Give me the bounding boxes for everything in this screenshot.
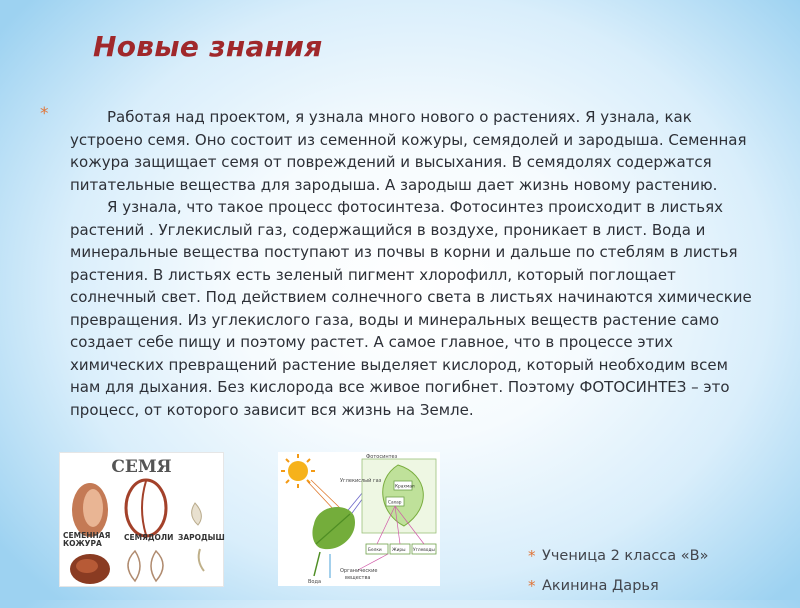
slide-title: Новые знания — [93, 30, 323, 63]
cotyledons-label: СЕМЯДОЛИ — [124, 533, 174, 542]
fats-label: Жиры — [392, 548, 406, 553]
credits — [528, 548, 708, 608]
photosynthesis-illustration — [278, 452, 440, 586]
proteins-label: Белки — [368, 548, 382, 553]
bullet-star-icon: * — [528, 577, 536, 595]
bullet-star-icon: * — [528, 547, 536, 565]
paragraph-seed: Работая над проектом, я узнала много нового о растениях. Я узнала, как устроено семя. Оно состоит из семенной кожуры, семядолей и зародыша. Семенная кожура защищает семя от повреждений и высыхания. В семядолях содержатся питательные вещества для зародыша. А зародыш дает жизнь новому растению. — [70, 108, 747, 194]
organic-label-line1: Органические — [340, 568, 378, 574]
sun-icon — [281, 454, 315, 488]
bullet-star-icon: * — [40, 104, 49, 124]
embryo-label: ЗАРОДЫШ — [178, 533, 225, 542]
photosynthesis-diagram-image — [278, 452, 440, 586]
seed-illustration — [60, 453, 223, 586]
photosynthesis-heading: Фотосинтез — [366, 454, 398, 460]
credit-author: * Акинина Дарья — [528, 577, 659, 595]
body-text — [70, 106, 760, 421]
organic-label-line2: вещества — [345, 575, 371, 581]
credit-class: * Ученица 2 класса «В» — [528, 547, 709, 565]
seed-structure-image — [59, 452, 224, 587]
carbs-label: Углеводы — [413, 548, 435, 553]
paragraph-photosynthesis: Я узнала, что такое процесс фотосинтеза. Фотосинтез происходит в листьях растений . Углекислый газ, содержащийся в воздухе, проникает в лист. Вода и минеральные вещества поступают из почвы в корни и дальше по стеблям в листья растения. В листьях есть зеленый пигмент хлорофилл, который поглощает солнечный свет. Под действием солнечного света в листьях начинаются химические превращения. Из углекислого газа, воды и минеральных веществ растение само создает себе пищу и поэтому растет. А самое главное, что в процессе этих химических превращений растение выделяет кислород, который необходим всем нам для дыхания. Без кислорода все живое погибнет. Поэтому ФОТОСИНТЕЗ – это процесс, от которого зависит вся жизнь на Земле. — [70, 198, 752, 419]
seed-coat-label: СЕМЕННАЯ КОЖУРА — [63, 531, 111, 548]
seed-figure-heading: СЕМЯ — [111, 457, 172, 477]
co2-label: Углекислый газ — [340, 478, 382, 484]
water-label: Вода — [308, 579, 322, 585]
sugar-label: Сахар — [388, 500, 402, 506]
starch-label: Крахмал — [395, 484, 415, 490]
